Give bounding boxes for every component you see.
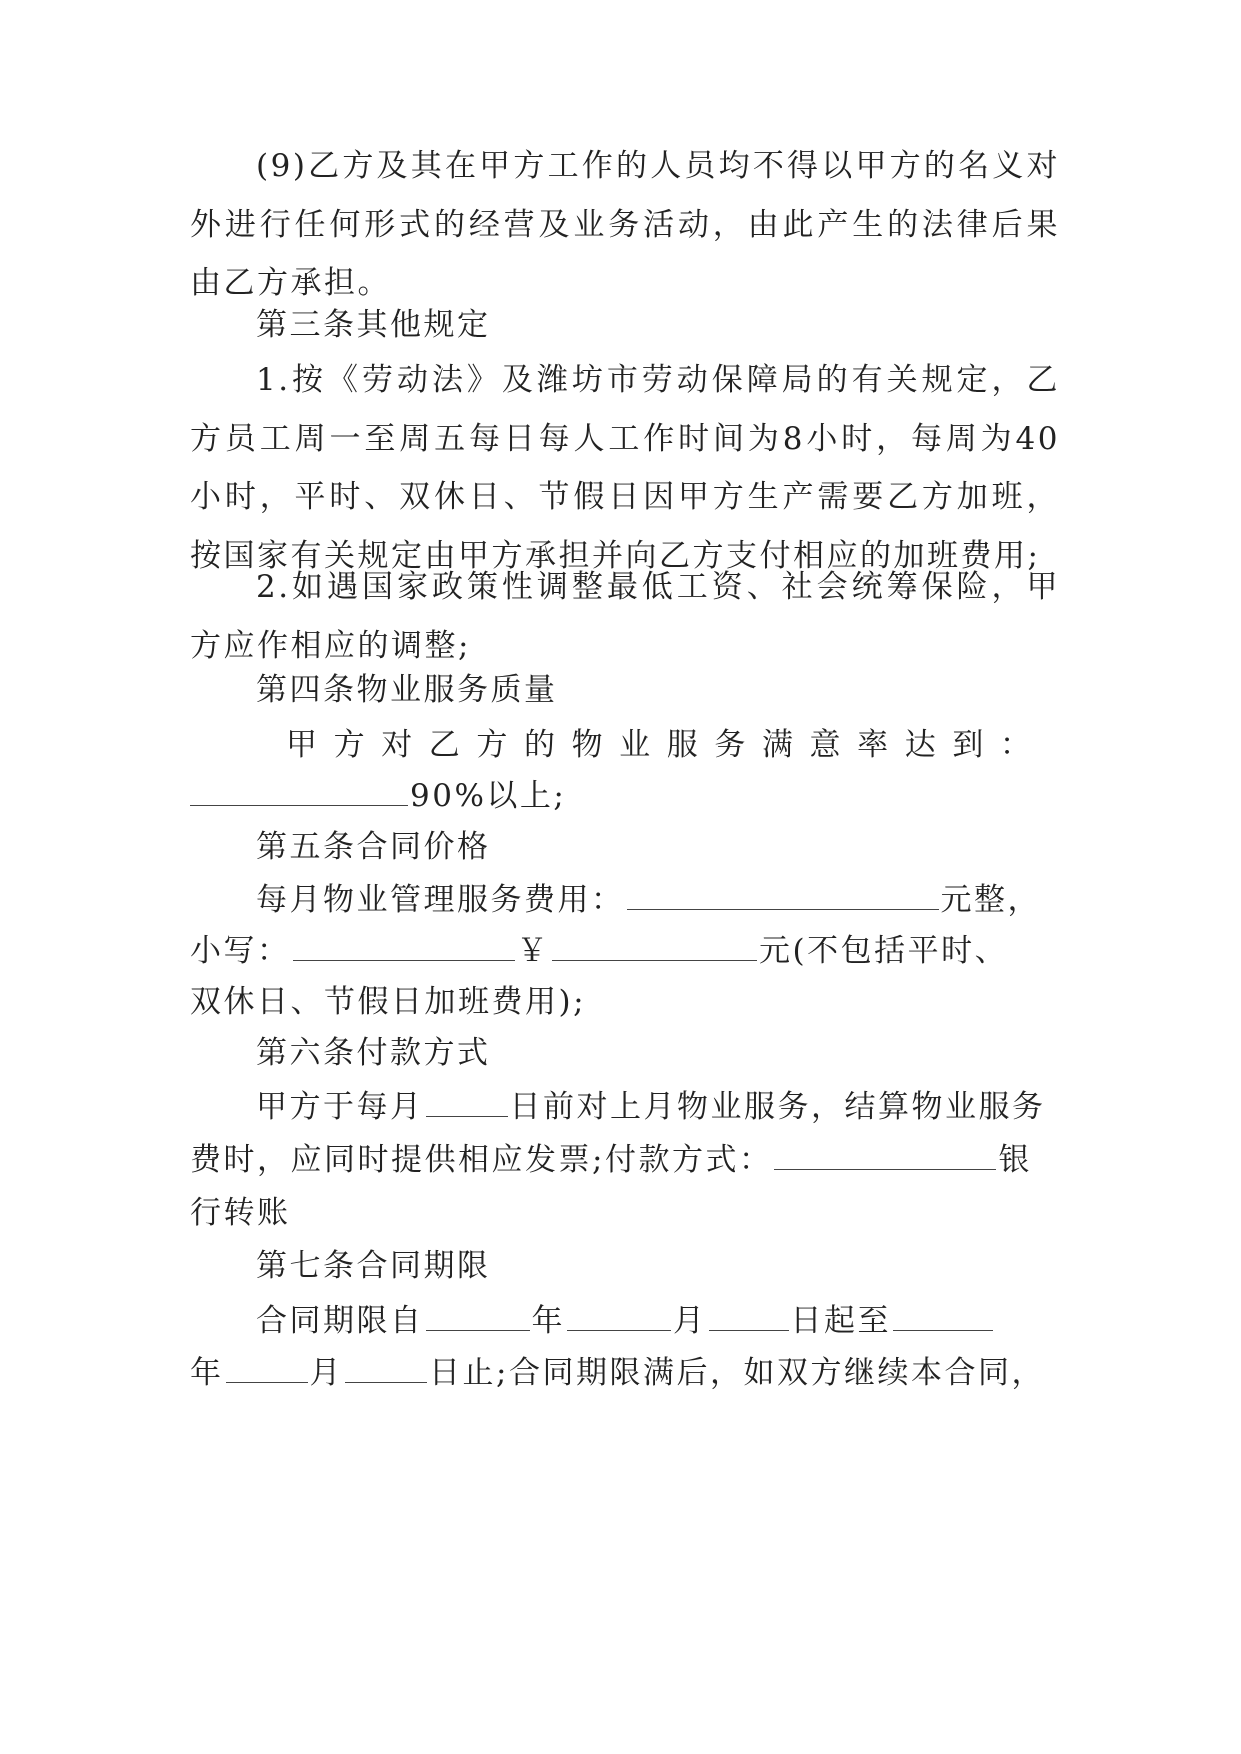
article-4-text-tail	[190, 767, 1060, 826]
year-label: 年	[531, 1303, 565, 1339]
article-4-char: 意	[809, 727, 841, 763]
article-5-title: 第五条合同价格	[256, 829, 491, 865]
article-3-item-2: 2.如遇国家政策性调整最低工资、社会统筹保险，甲方应作相应的调整;	[190, 569, 1060, 664]
article-4-char: 率	[857, 727, 889, 763]
article-4-char: 对	[381, 727, 413, 763]
article-4-char: 服	[666, 727, 698, 763]
start-day-blank[interactable]	[709, 1306, 789, 1331]
small-unit: 元(不包括平时、	[759, 933, 1009, 969]
start-month-blank[interactable]	[567, 1306, 671, 1331]
satisfaction-rate: 90%以上;	[410, 778, 567, 814]
article-4-char: 甲	[286, 727, 317, 763]
end-month-blank[interactable]	[226, 1358, 308, 1383]
payment-day-label: 甲方于每月	[256, 1089, 424, 1125]
year-label-2: 年	[190, 1355, 224, 1391]
fee-blank[interactable]	[627, 885, 939, 910]
day-from-label: 日起至	[790, 1303, 891, 1339]
small-blank-1[interactable]	[293, 936, 515, 961]
article-4-char: 达	[904, 727, 936, 763]
article-7-line-2	[190, 1344, 1060, 1403]
article-4-char: 到	[952, 727, 984, 763]
article-5-small-line	[190, 922, 1060, 981]
article-6-title: 第六条付款方式	[256, 1035, 491, 1071]
bank-text: 银	[998, 1142, 1032, 1178]
article-4-char: 乙	[428, 727, 460, 763]
article-4-char: 的	[523, 727, 555, 763]
month-label: 月	[673, 1303, 707, 1339]
article-3-title: 第三条其他规定	[256, 307, 491, 343]
day-to-text: 日止;合同期限满后，如双方继续本合同，	[429, 1355, 1045, 1391]
payment-method-label: 费时，应同时提供相应发票;付款方式：	[190, 1142, 773, 1178]
article-6-line-3: 行转账	[190, 1195, 291, 1231]
article-3-item-1: 1.按《劳动法》及潍坊市劳动保障局的有关规定，乙方员工周一至周五每日每人工作时间为8小时，每周为40小时，平时、双休日、节假日因甲方生产需要乙方加班，按国家有关规定由甲方承担并向乙方支付相应的加班费用;	[190, 362, 1060, 574]
article-5-small-tail: 双休日、节假日加班费用);	[190, 984, 587, 1020]
payment-day-blank[interactable]	[426, 1092, 508, 1117]
fee-unit: 元整，	[940, 882, 1041, 918]
payment-method-blank[interactable]	[774, 1145, 996, 1170]
article-7-line-1	[256, 1292, 1126, 1351]
month-label-2: 月	[309, 1355, 343, 1391]
article-5-fee-line	[256, 871, 1126, 930]
small-label: 小写：	[190, 933, 291, 969]
yuan-symbol: ￥	[516, 933, 550, 969]
clause-9: (9)乙方及其在甲方工作的人员均不得以甲方的名义对外进行任何形式的经营及业务活动，由此产生的法律后果由乙方承担。	[190, 148, 1060, 301]
article-4-title: 第四条物业服务质量	[256, 672, 558, 708]
article-4-char: 满	[761, 727, 793, 763]
article-4-char: 方	[333, 727, 365, 763]
payment-text: 日前对上月物业服务，结算物业服务	[509, 1089, 1046, 1125]
article-4-text	[286, 716, 1031, 775]
article-6-line-1	[256, 1078, 1126, 1137]
fee-label: 每月物业管理服务费用：	[256, 882, 625, 918]
end-year-blank[interactable]	[893, 1306, 993, 1331]
article-4-char: ：	[999, 727, 1031, 763]
article-4-char: 业	[619, 727, 651, 763]
end-day-blank[interactable]	[345, 1358, 427, 1383]
article-7-title: 第七条合同期限	[256, 1248, 491, 1284]
term-from-label: 合同期限自	[256, 1303, 424, 1339]
article-4-char: 物	[571, 727, 603, 763]
small-blank-2[interactable]	[552, 936, 757, 961]
blank-line[interactable]	[190, 781, 408, 806]
article-4-char: 方	[476, 727, 508, 763]
article-6-line-2	[190, 1131, 1060, 1190]
article-4-char: 务	[714, 727, 746, 763]
start-year-blank[interactable]	[426, 1306, 530, 1331]
